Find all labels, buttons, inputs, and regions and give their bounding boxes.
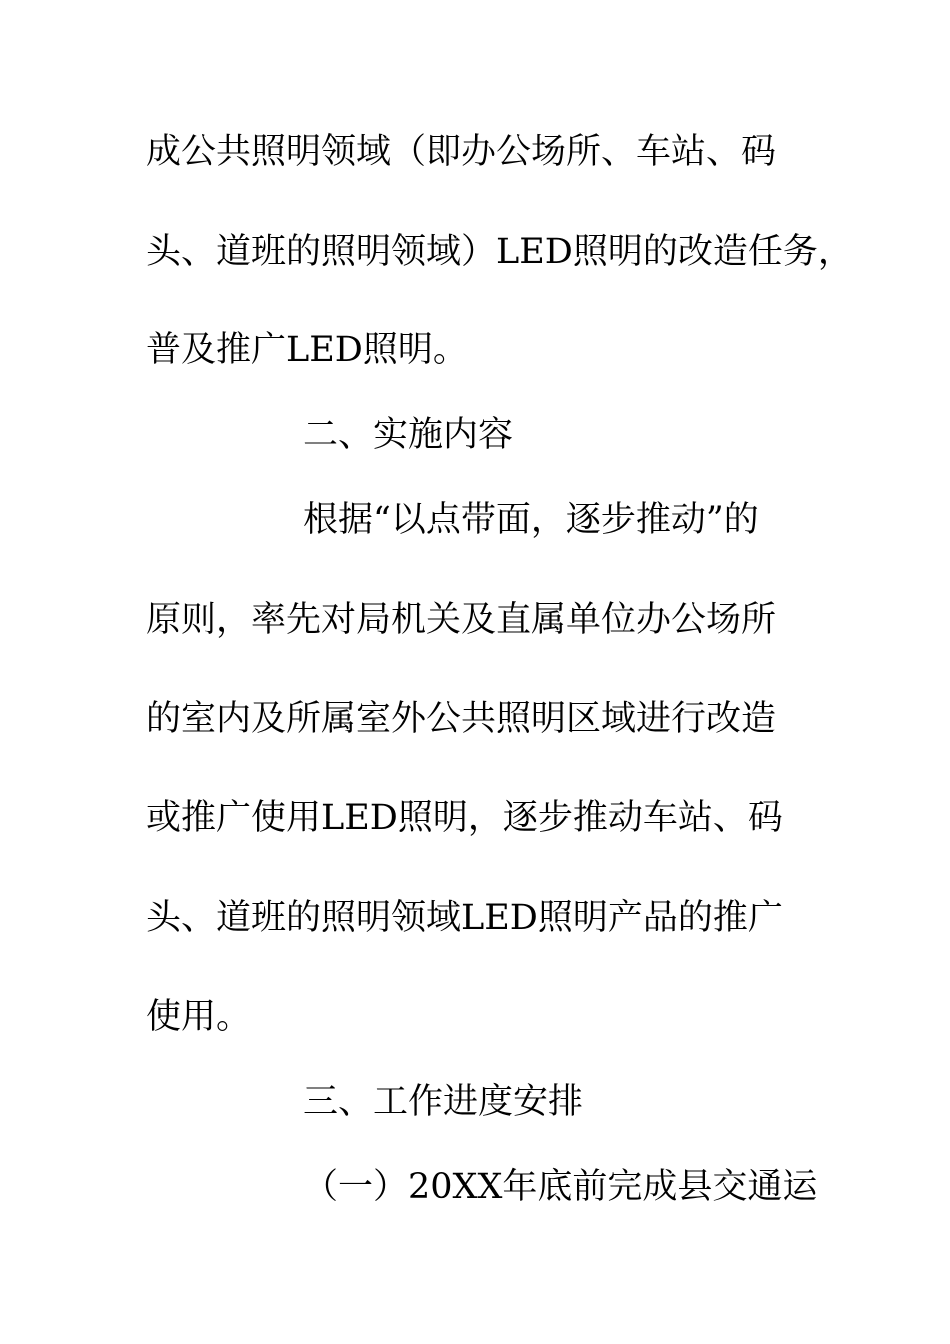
section-heading: 三、工作进度安排 — [303, 1082, 584, 1122]
body-text-line: 成公共照明领域（即办公场所、车站、码 — [146, 132, 777, 172]
subsection-heading: （一）20XX年底前完成县交通运 — [303, 1167, 818, 1207]
body-text-line: 头、道班的照明领域）LED照明的改造任务， — [146, 232, 853, 272]
body-text-line: 的室内及所属室外公共照明区域进行改造 — [146, 699, 777, 739]
body-text-line: 头、道班的照明领域LED照明产品的推广 — [146, 898, 783, 938]
body-text-line: 根据“以点带面，逐步推动”的 — [303, 500, 759, 540]
body-text-line: 原则，率先对局机关及直属单位办公场所 — [146, 600, 777, 640]
body-text-line: 普及推广LED照明。 — [146, 330, 468, 370]
section-heading: 二、实施内容 — [303, 415, 514, 455]
body-text-line: 或推广使用LED照明，逐步推动车站、码 — [146, 798, 783, 838]
body-text-line: 使用。 — [146, 997, 252, 1037]
